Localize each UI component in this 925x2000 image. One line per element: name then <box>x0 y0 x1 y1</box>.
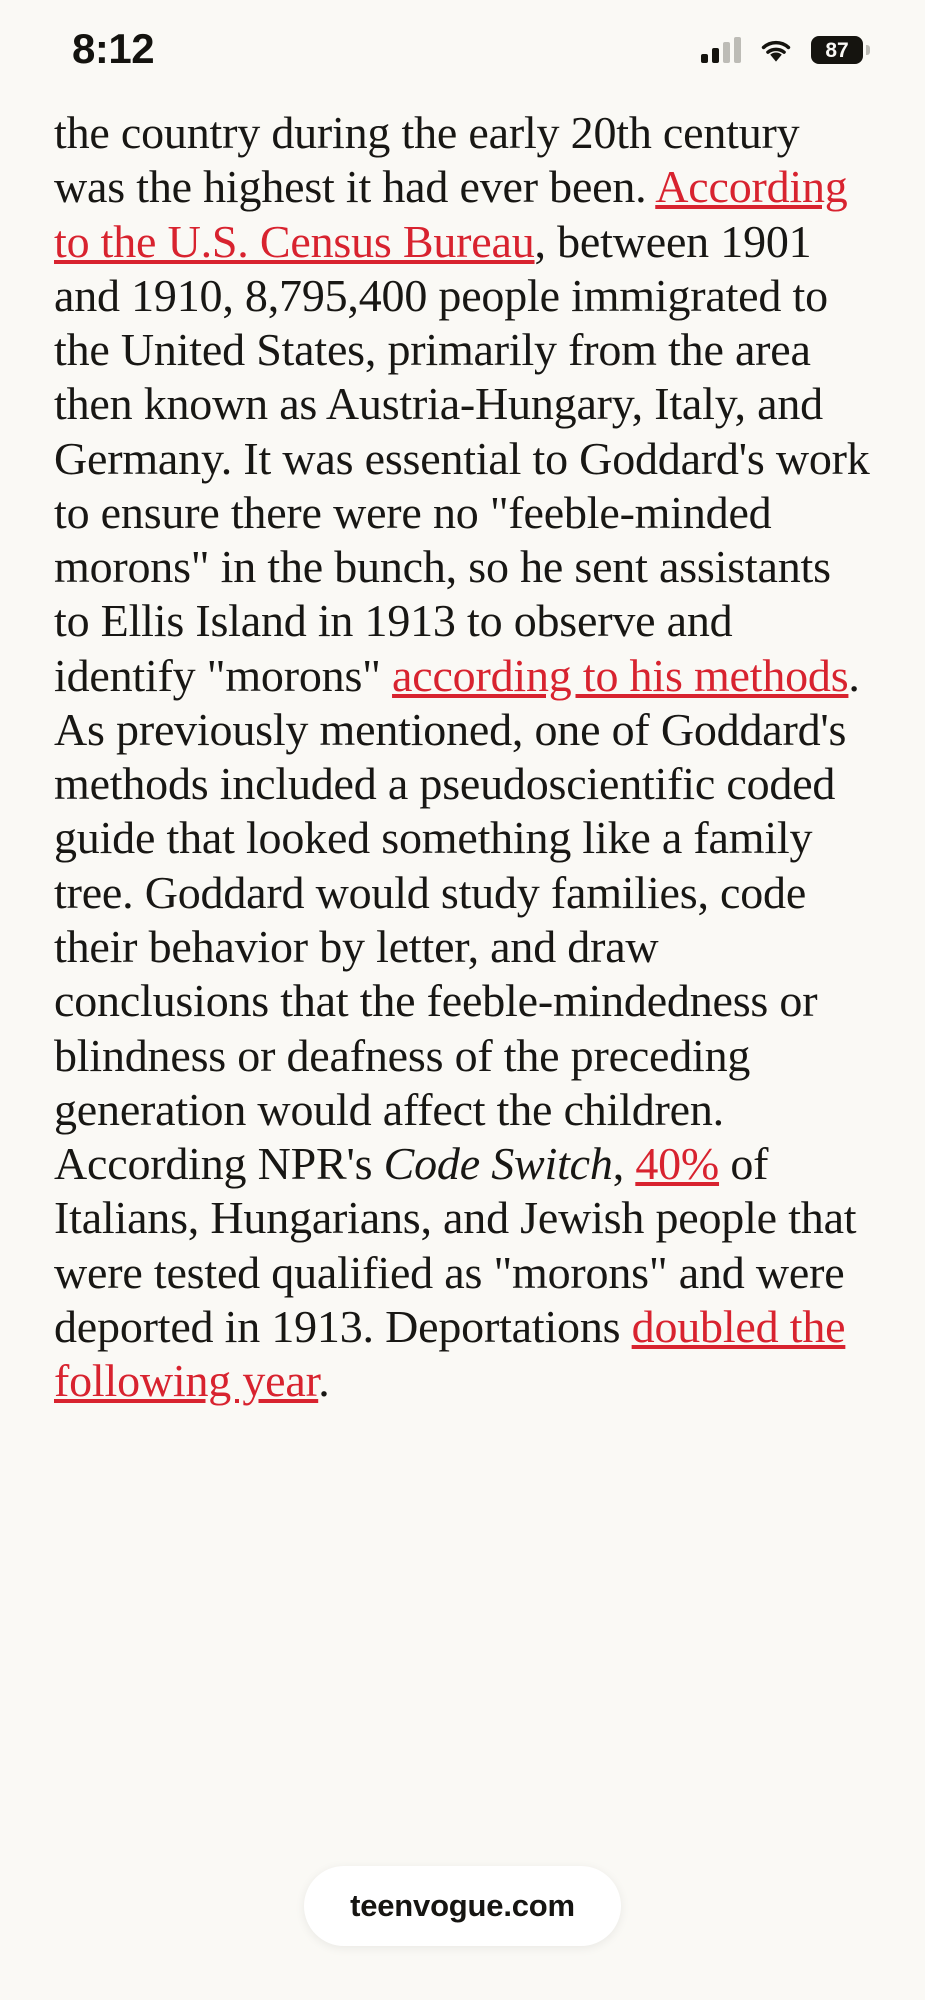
article-text-run: , between 1901 and 1910, 8,795,400 people immigrated to the United States, primarily from the area then known as Austria-Hungary, Italy, and Germany. It was essential to Goddard's work to ensure there were no "feeble-minded morons" in the bunch, so he sent assistants to Ellis Island in 1913 to observe and identify "morons" <box>54 215 870 701</box>
status-bar-clock: 8:12 <box>72 25 155 72</box>
battery-icon <box>811 36 863 64</box>
battery-level-label: 87 <box>825 38 849 62</box>
article-paragraph <box>54 106 875 1408</box>
article-link-his-methods[interactable]: according to his methods <box>392 649 849 701</box>
article-body <box>0 92 925 1408</box>
status-bar <box>0 0 925 92</box>
cellular-signal-icon <box>701 37 741 63</box>
article-italic-code-switch: Code Switch <box>383 1138 613 1190</box>
wifi-icon <box>757 36 795 64</box>
source-domain-pill[interactable]: teenvogue.com <box>304 1866 621 1946</box>
status-bar-indicators <box>701 36 863 64</box>
article-text-run: . <box>318 1355 330 1407</box>
article-link-census-bureau[interactable]: According to the U.S. Census Bureau <box>54 161 848 267</box>
article-text-run: of Italians, Hungarians, and Jewish people that were tested qualified as "morons" and were deported in 1913. Deportations <box>54 1138 857 1352</box>
article-text-run: the country during the early 20th century was the highest it had ever been. <box>54 107 800 213</box>
article-text-run: . As previously mentioned, one of Goddard's methods included a pseudoscientific coded guide that looked something like a family tree. Goddard would study families, code their behavior by letter, and draw conclusions that the feeble-mindedness or blindness or deafness of the preceding generation would affect the children. According NPR's <box>54 649 860 1190</box>
footer-bar <box>0 1866 925 1946</box>
article-link-forty-percent[interactable]: 40% <box>635 1138 720 1190</box>
article-link-doubled-following-year[interactable]: doubled the following year <box>54 1300 846 1407</box>
article-text-run: , <box>612 1138 636 1190</box>
